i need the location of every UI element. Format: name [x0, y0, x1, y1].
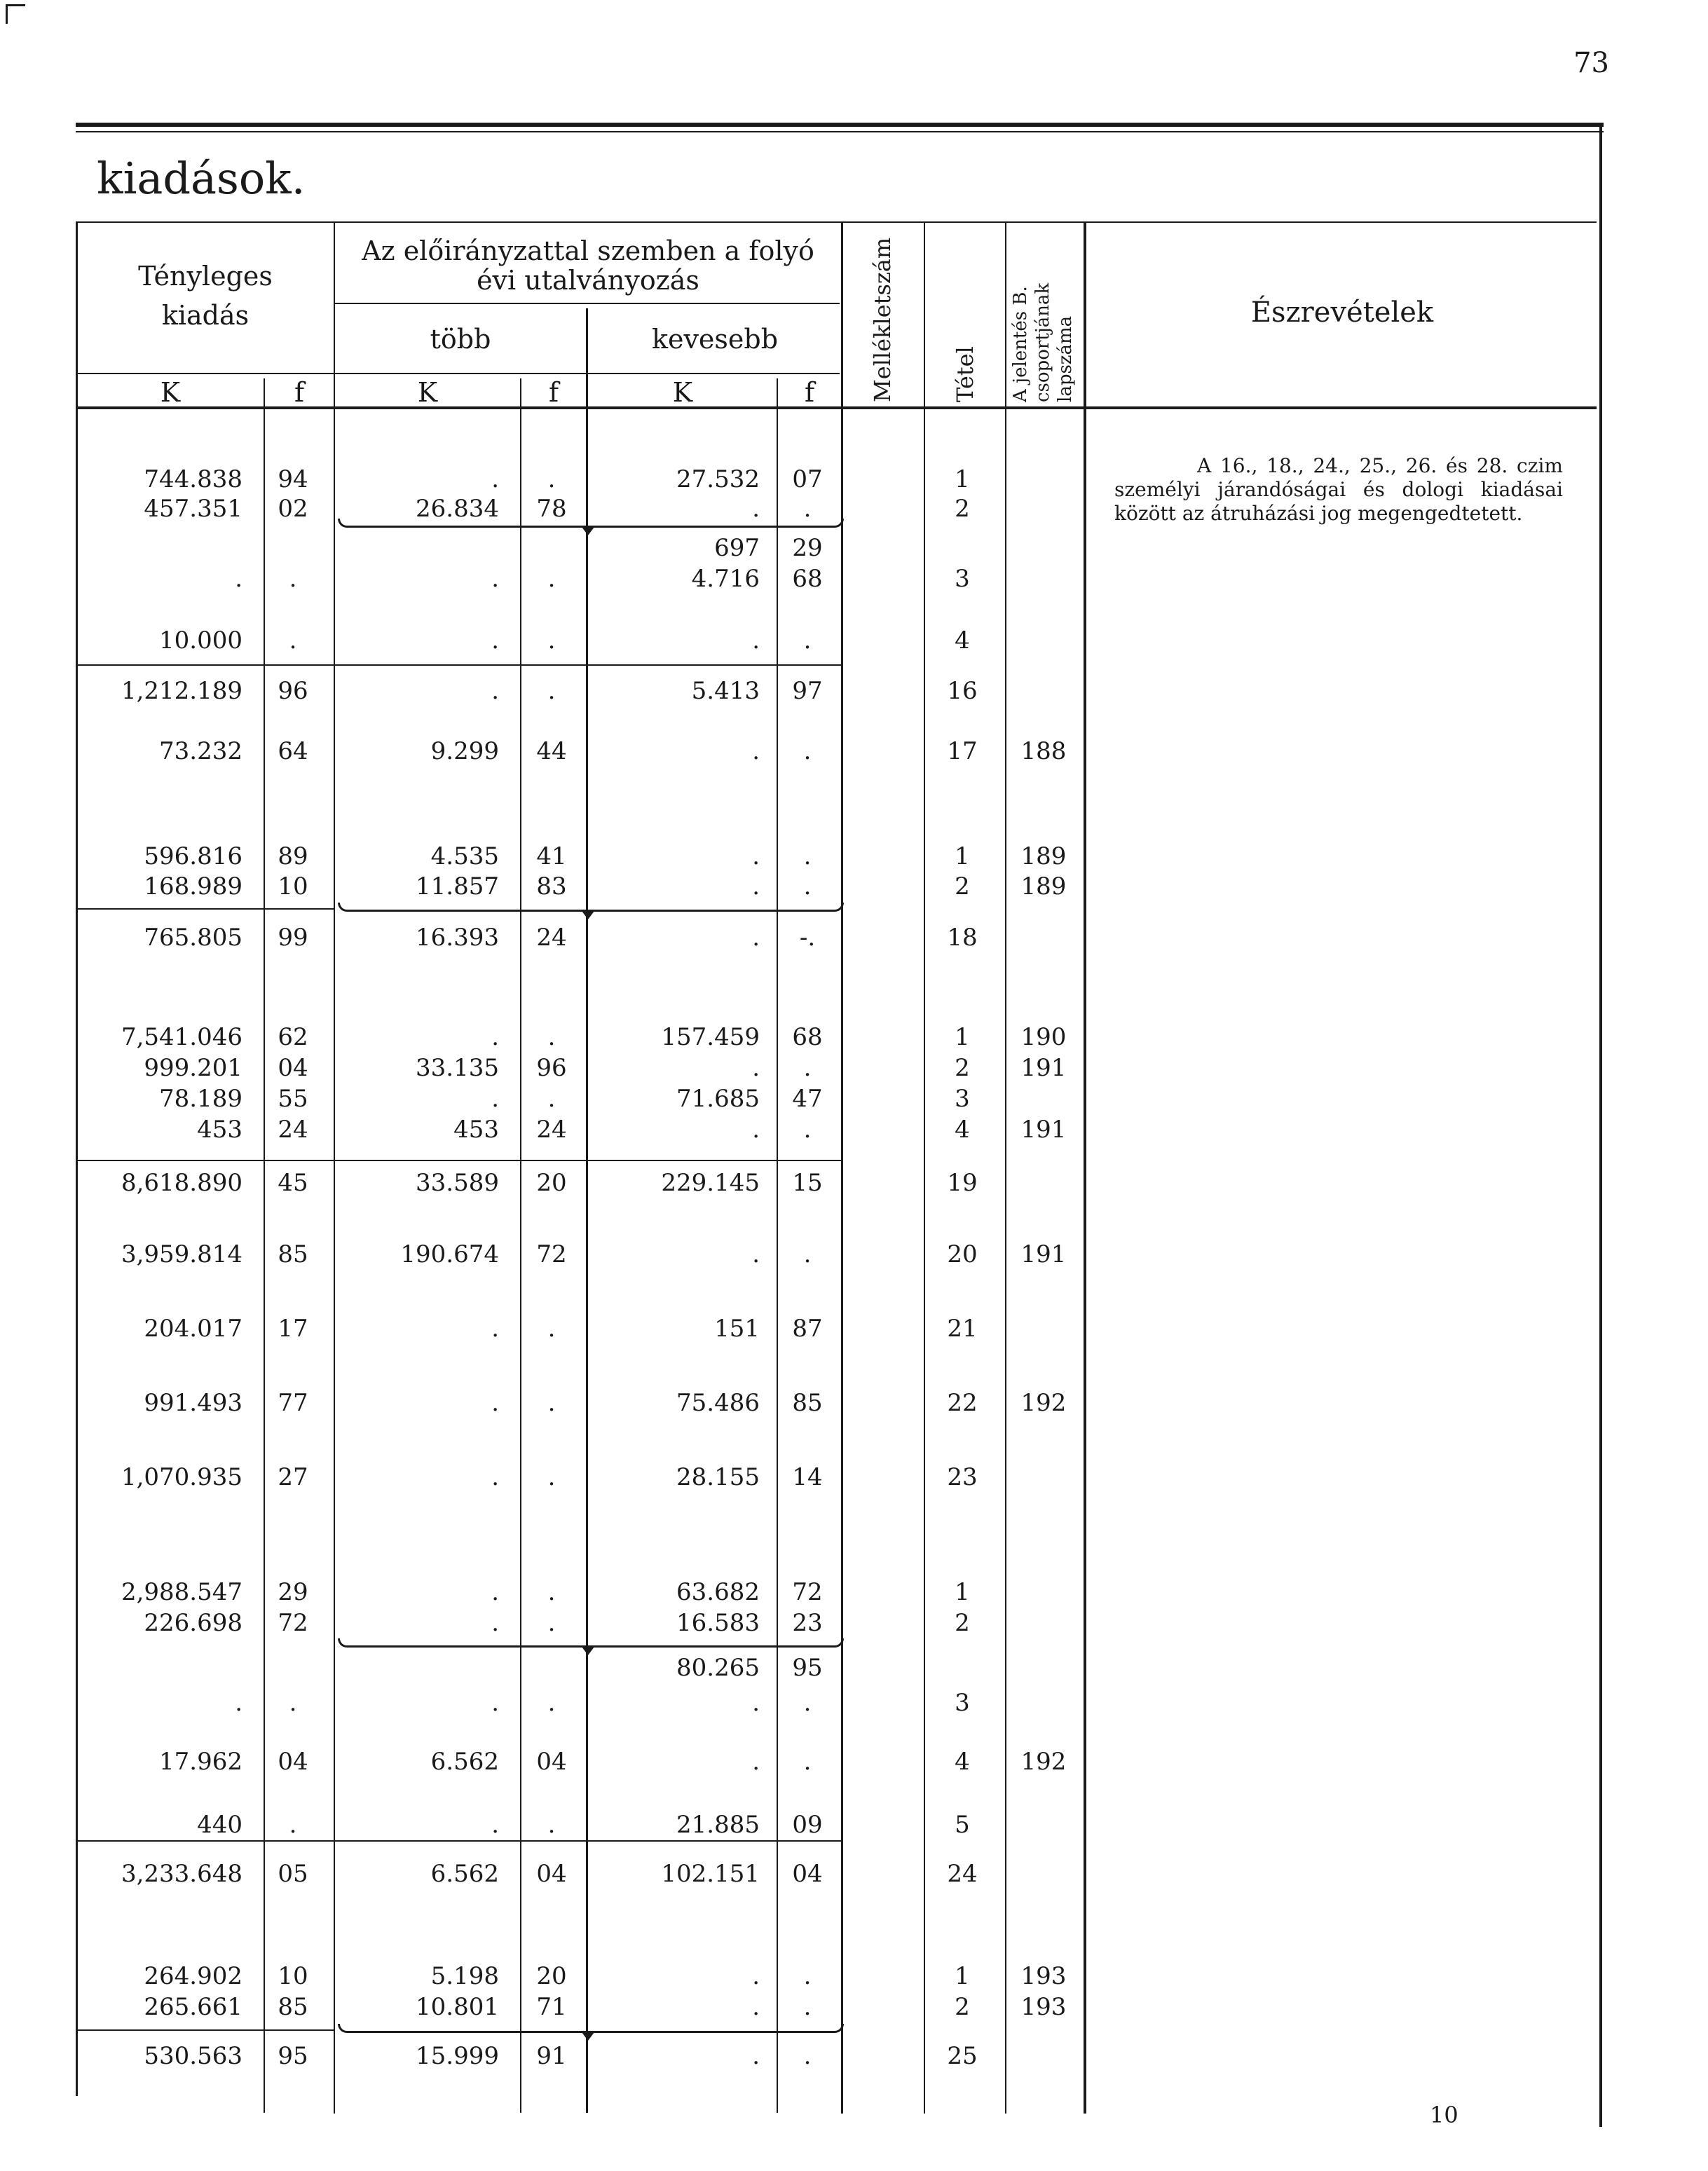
cell-tf: 71: [536, 1993, 567, 2021]
cell-tetel: 20: [947, 1240, 978, 1268]
cell-tk: 5.198: [430, 1962, 499, 1990]
cell-k: 3,233.648: [121, 1860, 242, 1888]
header-eszrevetelek: Észrevételek: [1250, 296, 1434, 329]
cell-tetel: 1: [955, 1023, 970, 1051]
cell-f: .: [289, 626, 297, 655]
cell-tf: 04: [536, 1860, 567, 1888]
col-rule-lap-start: [1005, 221, 1006, 2114]
cell-kk: 102.151: [661, 1860, 760, 1888]
header-kevesebb: kevesebb: [651, 324, 779, 355]
sep-18: [77, 908, 334, 910]
cell-kf: .: [803, 1689, 812, 1717]
cell-f: 89: [278, 842, 308, 870]
page-number: 73: [1573, 47, 1609, 79]
header-f-3: f: [804, 377, 815, 408]
cell-tetel: 4: [955, 1748, 970, 1776]
cell-k: 999.201: [144, 1054, 242, 1082]
cell-kk: .: [752, 2042, 760, 2070]
cell-k: 744.838: [144, 465, 242, 493]
cell-k: .: [235, 565, 242, 593]
cell-tetel: 1: [955, 1962, 970, 1990]
cell-k: 265.661: [144, 1993, 242, 2021]
cell-lap: 191: [1020, 1240, 1067, 1268]
cell-tetel: 4: [955, 1116, 970, 1144]
footer-number: 10: [1430, 2102, 1458, 2128]
cell-kf: .: [803, 2042, 812, 2070]
header-jelentes: A jelentés B. csoportjának lapszáma: [1010, 282, 1076, 402]
cell-f: 10: [278, 872, 308, 900]
header-k-1: K: [160, 377, 181, 408]
cell-kf: .: [803, 737, 812, 765]
cell-kf: 15: [792, 1169, 823, 1197]
cell-kk: .: [752, 1748, 760, 1776]
cell-tetel: 21: [947, 1315, 978, 1343]
cell-tetel: 1: [955, 842, 970, 870]
cell-kk: .: [752, 924, 760, 952]
cell-tk: 6.562: [430, 1860, 499, 1888]
cell-tk: 33.589: [416, 1169, 499, 1197]
cell-tetel: 17: [947, 737, 978, 765]
cell-f: 04: [278, 1748, 308, 1776]
cell-f: 04: [278, 1054, 308, 1082]
header-tetel: Tétel: [952, 346, 978, 402]
cell-kf: .: [803, 1116, 812, 1144]
cell-tk: 15.999: [416, 2042, 499, 2070]
cell-tetel: 1: [955, 465, 970, 493]
cell-kf: 29: [792, 534, 823, 562]
header-tenyleges: Tényleges: [138, 261, 273, 292]
cell-kf: 97: [792, 677, 823, 705]
cell-tf: 72: [536, 1240, 567, 1268]
cell-kk: 28.155: [676, 1463, 760, 1491]
cell-kf: 85: [792, 1389, 823, 1417]
cell-lap: 191: [1020, 1054, 1067, 1082]
cell-tf: .: [547, 626, 556, 655]
cell-f: .: [289, 565, 297, 593]
cell-kk: 229.145: [661, 1169, 760, 1197]
cell-f: 55: [278, 1085, 308, 1113]
cell-kf: 68: [792, 1023, 823, 1051]
eszrevetel-remark: A 16., 18., 24., 25., 26. és 28. czim személyi járandóságai és dologi kiadásai között az átruházási jog megengedtetett.: [1114, 454, 1563, 525]
right-border: [1599, 123, 1602, 2127]
cell-tf: 24: [536, 1116, 567, 1144]
cell-kf: 68: [792, 565, 823, 593]
cell-k: 596.816: [144, 842, 242, 870]
cell-kf: -.: [799, 924, 816, 952]
corner-mark-vertical: [6, 4, 8, 24]
cell-tf: .: [547, 565, 556, 593]
cell-lap: 193: [1020, 1962, 1067, 1990]
sep-24: [77, 1840, 841, 1842]
cell-tk: .: [491, 626, 499, 655]
header-k-2: K: [417, 377, 438, 408]
cell-tf: .: [547, 1811, 556, 1839]
cell-k: 2,988.547: [121, 1578, 242, 1606]
cell-tf: .: [547, 1389, 556, 1417]
sep-19: [77, 1160, 841, 1161]
cell-tk: 33.135: [416, 1054, 499, 1082]
cell-tetel: 19: [947, 1169, 978, 1197]
header-kiadas: kiadás: [161, 300, 250, 331]
cell-k: 204.017: [144, 1315, 242, 1343]
cell-kf: 04: [792, 1860, 823, 1888]
cell-k: 78.189: [159, 1085, 242, 1113]
cell-tk: 26.834: [416, 495, 499, 523]
cell-tf: .: [547, 677, 556, 705]
cell-f: 10: [278, 1962, 308, 1990]
cell-tk: 9.299: [430, 737, 499, 765]
cell-kk: 75.486: [676, 1389, 760, 1417]
cell-lap: 192: [1020, 1748, 1067, 1776]
cell-tk: .: [491, 565, 499, 593]
cell-lap: 192: [1020, 1389, 1067, 1417]
cell-tetel: 3: [955, 565, 970, 593]
cell-f: 05: [278, 1860, 308, 1888]
cell-kk: 157.459: [661, 1023, 760, 1051]
cell-kk: 21.885: [676, 1811, 760, 1839]
cell-tf: .: [547, 1023, 556, 1051]
cell-tk: .: [491, 1023, 499, 1051]
cell-kf: 87: [792, 1315, 823, 1343]
cell-tf: 20: [536, 1169, 567, 1197]
cell-kf: .: [803, 842, 812, 870]
cell-kf: .: [803, 1993, 812, 2021]
cell-tetel: 24: [947, 1860, 978, 1888]
cell-tk: 11.857: [416, 872, 499, 900]
cell-tetel: 1: [955, 1578, 970, 1606]
cell-kf: 47: [792, 1085, 823, 1113]
cell-tf: 91: [536, 2042, 567, 2070]
cell-f: 85: [278, 1240, 308, 1268]
cell-k: 226.698: [144, 1609, 242, 1637]
cell-lap: 189: [1020, 872, 1067, 900]
cell-kf: .: [803, 872, 812, 900]
cell-tk: 4.535: [430, 842, 499, 870]
cell-f: 96: [278, 677, 308, 705]
cell-tk: .: [491, 1389, 499, 1417]
cell-k: 765.805: [144, 924, 242, 952]
cell-f: 77: [278, 1389, 308, 1417]
cell-k: 8,618.890: [121, 1169, 242, 1197]
cell-kf: .: [803, 626, 812, 655]
cell-tk: .: [491, 1085, 499, 1113]
cell-lap: 193: [1020, 1993, 1067, 2021]
cell-tf: .: [547, 1315, 556, 1343]
header-tobb: több: [430, 324, 491, 355]
cell-tf: .: [547, 465, 556, 493]
cell-f: .: [289, 1689, 297, 1717]
col-rule-mellek-start: [841, 221, 843, 2114]
cell-kf: 07: [792, 465, 823, 493]
cell-tf: 24: [536, 924, 567, 952]
page-title: kiadások.: [97, 153, 306, 204]
sep-25: [77, 2029, 334, 2031]
cell-tetel: 2: [955, 1993, 970, 2021]
col-rule-tobb-kevesebb: [586, 308, 588, 2113]
cell-tetel: 23: [947, 1463, 978, 1491]
corner-mark: [6, 4, 25, 6]
brace-tip-25: [582, 2032, 594, 2041]
cell-kk: .: [752, 1116, 760, 1144]
cell-tk: .: [491, 465, 499, 493]
brace-tip-18: [582, 911, 594, 919]
cell-kk: 5.413: [691, 677, 760, 705]
cell-tf: .: [547, 1463, 556, 1491]
cell-tetel: 5: [955, 1811, 970, 1839]
header-elo-rule: [335, 303, 840, 304]
cell-f: 62: [278, 1023, 308, 1051]
cell-kk: 4.716: [691, 565, 760, 593]
cell-kf: .: [803, 1054, 812, 1082]
cell-kk: .: [752, 737, 760, 765]
cell-tf: 41: [536, 842, 567, 870]
cell-f: 24: [278, 1116, 308, 1144]
cell-kf: .: [803, 1240, 812, 1268]
cell-k: .: [235, 1689, 242, 1717]
cell-lap: 189: [1020, 842, 1067, 870]
cell-kk: 151: [714, 1315, 760, 1343]
cell-f: 95: [278, 2042, 308, 2070]
cell-tk: .: [491, 1689, 499, 1717]
cell-f: 64: [278, 737, 308, 765]
cell-k: 264.902: [144, 1962, 242, 1990]
cell-lap: 188: [1020, 737, 1067, 765]
cell-kk: 697: [714, 534, 760, 562]
cell-tf: 44: [536, 737, 567, 765]
cell-k: 530.563: [144, 2042, 242, 2070]
cell-kk: 16.583: [676, 1609, 760, 1637]
cell-tetel: 25: [947, 2042, 978, 2070]
header-f-2: f: [548, 377, 559, 408]
header-k-3: K: [672, 377, 693, 408]
cell-tk: 453: [453, 1116, 499, 1144]
cell-kf: .: [803, 495, 812, 523]
cell-tf: .: [547, 1689, 556, 1717]
cell-tk: .: [491, 1811, 499, 1839]
cell-k: 453: [197, 1116, 242, 1144]
cell-k: 991.493: [144, 1389, 242, 1417]
cell-kk: .: [752, 842, 760, 870]
top-rule-thin: [76, 131, 1604, 132]
cell-tk: .: [491, 1578, 499, 1606]
header-mellekletszam: Mellékletszám: [869, 237, 896, 402]
cell-tf: 83: [536, 872, 567, 900]
cell-f: 85: [278, 1993, 308, 2021]
header-eloiranyzat-1: Az előirányzattal szemben a folyó: [362, 235, 814, 266]
cell-k: 1,070.935: [121, 1463, 242, 1491]
header-k-f-rule: [76, 373, 840, 374]
cell-tf: 20: [536, 1962, 567, 1990]
cell-kk: .: [752, 1689, 760, 1717]
cell-k: 457.351: [144, 495, 242, 523]
cell-tk: 190.674: [400, 1240, 499, 1268]
cell-tf: .: [547, 1609, 556, 1637]
cell-tf: .: [547, 1085, 556, 1113]
cell-kf: .: [803, 1748, 812, 1776]
cell-f: 27: [278, 1463, 308, 1491]
cell-f: 17: [278, 1315, 308, 1343]
cell-k: 73.232: [159, 737, 242, 765]
cell-kk: .: [752, 1962, 760, 1990]
cell-tf: .: [547, 1578, 556, 1606]
cell-k: 440: [197, 1811, 242, 1839]
cell-tetel: 2: [955, 1054, 970, 1082]
cell-kk: 63.682: [676, 1578, 760, 1606]
cell-k: 10.000: [159, 626, 242, 655]
header-eloiranyzat-2: évi utalványozás: [477, 265, 699, 296]
cell-tk: .: [491, 1315, 499, 1343]
cell-tetel: 22: [947, 1389, 978, 1417]
cell-kk: .: [752, 495, 760, 523]
cell-k: 7,541.046: [121, 1023, 242, 1051]
cell-tk: .: [491, 1463, 499, 1491]
cell-tetel: 16: [947, 677, 978, 705]
cell-tf: 96: [536, 1054, 567, 1082]
cell-kf: .: [803, 1962, 812, 1990]
cell-kk: 71.685: [676, 1085, 760, 1113]
header-f-1: f: [294, 377, 305, 408]
header-top-rule: [76, 221, 1597, 223]
cell-f: 94: [278, 465, 308, 493]
cell-f: 29: [278, 1578, 308, 1606]
cell-kk: 80.265: [676, 1654, 760, 1682]
cell-tetel: 2: [955, 495, 970, 523]
cell-kf: 95: [792, 1654, 823, 1682]
cell-tetel: 18: [947, 924, 978, 952]
cell-f: .: [289, 1811, 297, 1839]
cell-lap: 190: [1020, 1023, 1067, 1051]
cell-lap: 191: [1020, 1116, 1067, 1144]
cell-kk: .: [752, 626, 760, 655]
cell-tetel: 2: [955, 1609, 970, 1637]
cell-kf: 23: [792, 1609, 823, 1637]
cell-kk: .: [752, 1054, 760, 1082]
cell-k: 3,959.814: [121, 1240, 242, 1268]
cell-k: 17.962: [159, 1748, 242, 1776]
col-rule-eszrev-start: [1084, 221, 1086, 2114]
cell-tk: 6.562: [430, 1748, 499, 1776]
cell-k: 168.989: [144, 872, 242, 900]
cell-tetel: 3: [955, 1085, 970, 1113]
cell-tk: 16.393: [416, 924, 499, 952]
sep-total-4: [77, 664, 841, 666]
cell-f: 72: [278, 1609, 308, 1637]
cell-f: 99: [278, 924, 308, 952]
cell-tk: .: [491, 1609, 499, 1637]
cell-kf: 09: [792, 1811, 823, 1839]
top-rule: [76, 123, 1604, 127]
cell-f: 02: [278, 495, 308, 523]
cell-tf: 78: [536, 495, 567, 523]
cell-tetel: 2: [955, 872, 970, 900]
cell-kf: 72: [792, 1578, 823, 1606]
cell-kf: 14: [792, 1463, 823, 1491]
cell-kk: .: [752, 1240, 760, 1268]
cell-kk: .: [752, 1993, 760, 2021]
cell-tetel: 3: [955, 1689, 970, 1717]
cell-tf: 04: [536, 1748, 567, 1776]
cell-f: 45: [278, 1169, 308, 1197]
cell-tk: 10.801: [416, 1993, 499, 2021]
cell-kk: .: [752, 872, 760, 900]
cell-kk: 27.532: [676, 465, 760, 493]
cell-k: 1,212.189: [121, 677, 242, 705]
cell-tetel: 4: [955, 626, 970, 655]
cell-tk: .: [491, 677, 499, 705]
